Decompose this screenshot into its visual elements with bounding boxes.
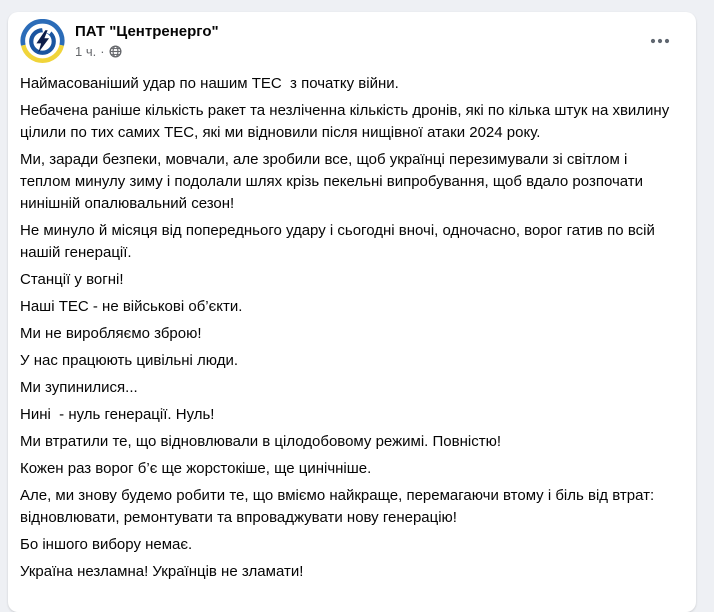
post-header — [8, 12, 696, 68]
post-paragraph: Нині - нуль генерації. Нуль! — [20, 406, 215, 423]
post-paragraph: Ми не виробляємо зброю! — [20, 325, 202, 342]
post-text — [8, 68, 696, 602]
header-text-block — [75, 19, 219, 60]
post-paragraph: Наймасованіший удар по нашим ТЕС з початку війни. — [20, 75, 399, 92]
centrenergo-logo-icon — [20, 19, 65, 64]
post-paragraph: Не минуло й місяця від попереднього удару і сьогодні вночі, одночасно, ворог гатив по всій нашій генерації. — [20, 222, 659, 261]
meta-separator: · — [100, 44, 105, 59]
post-paragraph: Наші ТЕС - не військові об’єкти. — [20, 298, 243, 315]
post-paragraph: Ми втратили те, що відновлювали в цілодобовому режимі. Повністю! — [20, 433, 501, 450]
post-paragraph: Станції у вогні! — [20, 271, 124, 288]
post-paragraph: Кожен раз ворог б’є ще жорстокіше, ще цинічніше. — [20, 460, 372, 477]
post-card — [8, 12, 696, 612]
post-options-button[interactable] — [644, 29, 676, 53]
post-paragraph: Ми, заради безпеки, мовчали, але зробили все, щоб українці перезимували зі світлом і теплом минулу зиму і подолали шлях крізь пекельні випробування, щоб вдало розпочати нинішній опалювальний сезон! — [20, 151, 648, 212]
post-paragraph: У нас працюють цивільні люди. — [20, 352, 239, 369]
avatar[interactable] — [20, 19, 65, 64]
post-meta[interactable] — [75, 43, 219, 60]
globe-icon — [109, 45, 122, 58]
author-name[interactable]: ПАТ "Центренерго" — [75, 23, 219, 40]
post-paragraph: Ми зупинилися... — [20, 379, 138, 396]
ellipsis-icon — [650, 38, 670, 44]
post-paragraph: Україна незламна! Українців не зламати! — [20, 563, 304, 580]
timestamp[interactable]: 1 ч. — [75, 44, 97, 59]
post-paragraph: Бо іншого вибору немає. — [20, 536, 193, 553]
post-paragraph: Небачена раніше кількість ракет та незліченна кількість дронів, які по кілька штук на хвилину цілили по тих самих ТЕС, які ми відновили після нищівної атаки 2024 року. — [20, 102, 674, 141]
post-paragraph: Але, ми знову будемо робити те, що вміємо найкраще, перемагаючи втому і біль від втрат: відновлювати, ремонтувати та впроваджувати нову генерацію! — [20, 487, 659, 526]
